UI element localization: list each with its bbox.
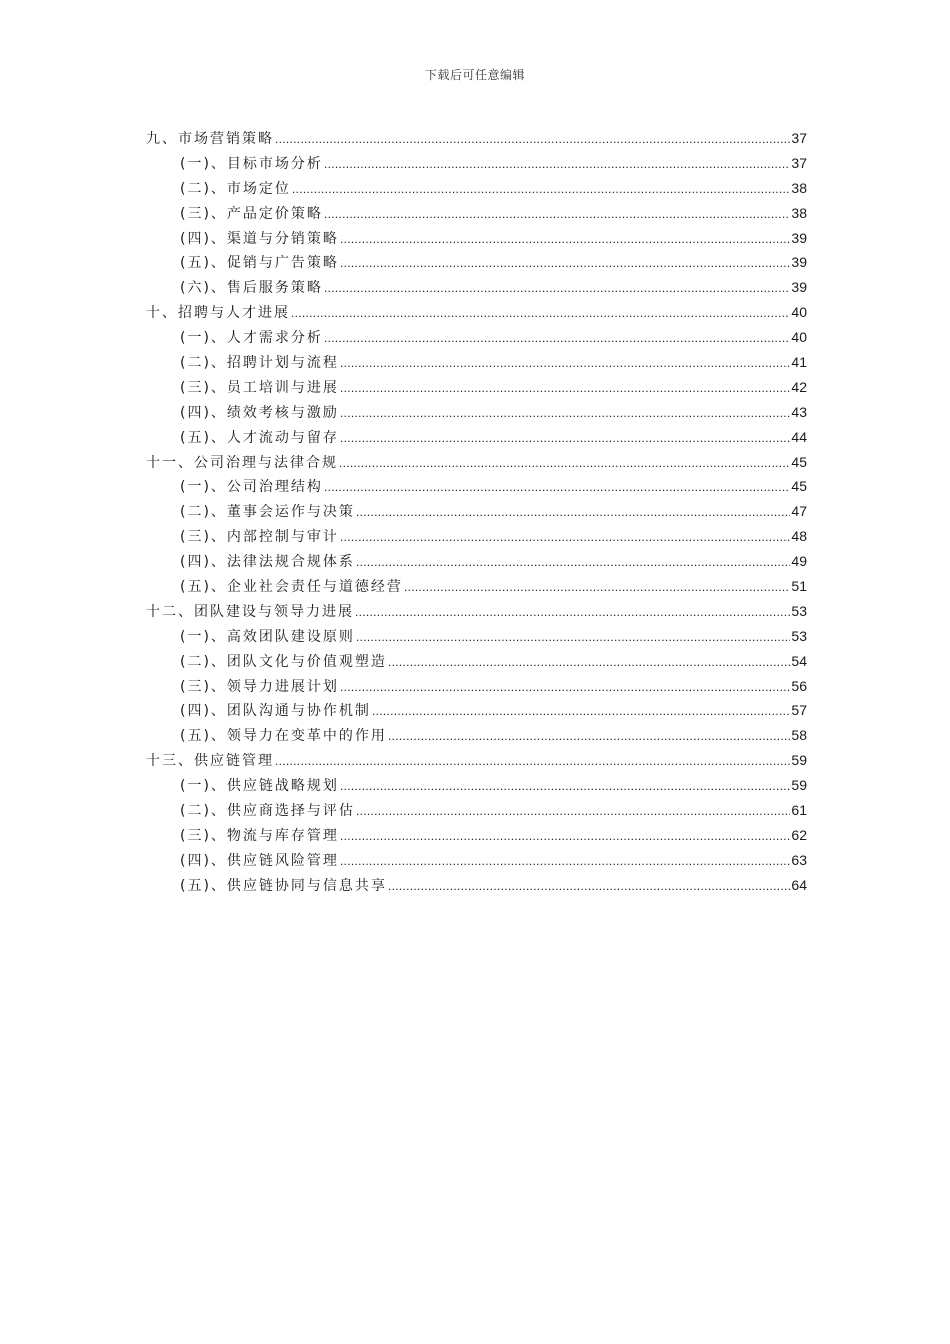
toc-leader-dots (340, 675, 790, 700)
toc-entry-page: 43 (791, 403, 807, 420)
toc-entry[interactable] (146, 748, 807, 773)
toc-leader-dots (324, 152, 790, 177)
toc-entry-page: 39 (791, 254, 807, 271)
toc-entry-page: 44 (791, 428, 807, 445)
toc-entry-page: 42 (791, 378, 807, 395)
toc-entry[interactable] (146, 151, 807, 176)
toc-entry-page: 47 (791, 503, 807, 520)
toc-entry-title: (五)、人才流动与留存 (180, 429, 339, 446)
toc-entry-title: (二)、招聘计划与流程 (180, 355, 339, 372)
toc-entry-page: 37 (791, 154, 807, 171)
toc-leader-dots (324, 276, 790, 301)
toc-entry-page: 53 (791, 627, 807, 644)
toc-entry-title: (五)、企业社会责任与道德经营 (180, 579, 403, 596)
toc-leader-dots (340, 426, 790, 451)
toc-entry-page: 58 (791, 727, 807, 744)
toc-entry-page: 61 (791, 802, 807, 819)
toc-entry-page: 45 (791, 478, 807, 495)
toc-entry-page: 39 (791, 229, 807, 246)
toc-entry-title: (三)、物流与库存管理 (180, 827, 339, 844)
toc-entry[interactable] (146, 723, 807, 748)
toc-leader-dots (372, 699, 790, 724)
toc-entry-page: 56 (791, 677, 807, 694)
toc-entry[interactable] (146, 126, 807, 151)
toc-entry-page: 40 (791, 304, 807, 321)
toc-entry-title: (五)、领导力在变革中的作用 (180, 728, 387, 745)
toc-entry[interactable] (146, 400, 807, 425)
toc-entry[interactable] (146, 823, 807, 848)
toc-entry-page: 49 (791, 553, 807, 570)
toc-leader-dots (339, 451, 790, 476)
toc-entry[interactable] (146, 176, 807, 201)
toc-entry-page: 54 (791, 652, 807, 669)
toc-entry-title: (四)、渠道与分销策略 (180, 230, 339, 247)
toc-entry-title: (二)、供应商选择与评估 (180, 803, 355, 820)
toc-leader-dots (340, 351, 790, 376)
toc-leader-dots (324, 326, 790, 351)
toc-leader-dots (340, 376, 790, 401)
toc-entry-title: (二)、董事会运作与决策 (180, 504, 355, 521)
toc-leader-dots (340, 401, 790, 426)
toc-entry-title: 十三、供应链管理 (146, 753, 274, 770)
toc-leader-dots (340, 849, 790, 874)
toc-leader-dots (340, 227, 790, 252)
toc-leader-dots (340, 774, 790, 799)
toc-entry[interactable] (146, 698, 807, 723)
toc-entry-title: (四)、绩效考核与激励 (180, 404, 339, 421)
toc-leader-dots (324, 475, 790, 500)
toc-entry-page: 41 (791, 354, 807, 371)
toc-leader-dots (292, 177, 790, 202)
toc-entry-page: 62 (791, 826, 807, 843)
toc-entry[interactable] (146, 499, 807, 524)
toc-entry-title: (一)、目标市场分析 (180, 155, 323, 172)
toc-entry[interactable] (146, 275, 807, 300)
toc-leader-dots (356, 799, 790, 824)
toc-entry[interactable] (146, 574, 807, 599)
toc-entry[interactable] (146, 325, 807, 350)
toc-entry-title: (五)、促销与广告策略 (180, 255, 339, 272)
toc-entry-page: 40 (791, 329, 807, 346)
toc-entry-page: 38 (791, 179, 807, 196)
toc-leader-dots (388, 874, 790, 899)
toc-entry-page: 51 (791, 578, 807, 595)
table-of-contents (146, 126, 807, 898)
toc-entry-title: (一)、供应链战略规划 (180, 778, 339, 795)
toc-entry-title: (四)、法律法规合规体系 (180, 554, 355, 571)
toc-entry-page: 59 (791, 752, 807, 769)
toc-entry-page: 39 (791, 279, 807, 296)
toc-entry-title: 十一、公司治理与法律合规 (146, 454, 338, 471)
toc-leader-dots (356, 550, 790, 575)
toc-entry-title: (三)、员工培训与进展 (180, 379, 339, 396)
toc-entry[interactable] (146, 873, 807, 898)
toc-entry[interactable] (146, 226, 807, 251)
toc-leader-dots (275, 749, 790, 774)
toc-leader-dots (324, 202, 790, 227)
toc-leader-dots (404, 575, 790, 600)
toc-entry-title: 十二、团队建设与领导力进展 (146, 603, 354, 620)
toc-entry[interactable] (146, 474, 807, 499)
toc-entry-title: (三)、产品定价策略 (180, 205, 323, 222)
toc-entry-title: (四)、供应链风险管理 (180, 852, 339, 869)
toc-entry-page: 64 (791, 876, 807, 893)
toc-entry[interactable] (146, 649, 807, 674)
toc-entry-title: (二)、市场定位 (180, 180, 291, 197)
toc-entry-title: 九、市场营销策略 (146, 131, 274, 147)
toc-entry[interactable] (146, 250, 807, 275)
toc-leader-dots (340, 525, 790, 550)
toc-entry[interactable] (146, 549, 807, 574)
toc-leader-dots (355, 600, 790, 625)
toc-entry[interactable] (146, 201, 807, 226)
toc-entry[interactable] (146, 798, 807, 823)
toc-entry[interactable] (146, 524, 807, 549)
toc-leader-dots (356, 625, 790, 650)
toc-entry-page: 59 (791, 777, 807, 794)
toc-entry-page: 38 (791, 204, 807, 221)
toc-entry[interactable] (146, 300, 807, 325)
toc-leader-dots (388, 724, 790, 749)
toc-entry-page: 45 (791, 453, 807, 470)
toc-leader-dots (340, 824, 790, 849)
toc-entry-page: 37 (791, 130, 807, 146)
toc-entry-page: 53 (791, 602, 807, 619)
toc-entry-page: 48 (791, 528, 807, 545)
toc-entry[interactable] (146, 599, 807, 624)
toc-entry-title: (五)、供应链协同与信息共享 (180, 877, 387, 894)
toc-leader-dots (291, 301, 790, 326)
toc-entry-title: (一)、高效团队建设原则 (180, 628, 355, 645)
toc-entry-title: (六)、售后服务策略 (180, 280, 323, 297)
toc-entry-title: (四)、团队沟通与协作机制 (180, 703, 371, 720)
toc-leader-dots (340, 251, 790, 276)
toc-entry-title: 十、招聘与人才进展 (146, 305, 290, 322)
toc-leader-dots (356, 500, 790, 525)
toc-entry-title: (一)、公司治理结构 (180, 479, 323, 496)
page-header: 下载后可任意编辑 (424, 68, 525, 82)
toc-entry[interactable] (146, 450, 807, 475)
toc-entry[interactable] (146, 375, 807, 400)
toc-leader-dots (275, 127, 790, 152)
toc-entry[interactable] (146, 425, 807, 450)
toc-entry-page: 63 (791, 851, 807, 868)
toc-entry-title: (三)、领导力进展计划 (180, 678, 339, 695)
toc-entry-title: (三)、内部控制与审计 (180, 529, 339, 546)
toc-entry-title: (一)、人才需求分析 (180, 330, 323, 347)
toc-entry[interactable] (146, 624, 807, 649)
toc-entry-title: (二)、团队文化与价值观塑造 (180, 653, 387, 670)
toc-leader-dots (388, 650, 790, 675)
toc-entry[interactable] (146, 350, 807, 375)
toc-entry[interactable] (146, 773, 807, 798)
toc-entry-page: 57 (791, 702, 807, 719)
toc-entry[interactable] (146, 674, 807, 699)
toc-entry[interactable] (146, 848, 807, 873)
